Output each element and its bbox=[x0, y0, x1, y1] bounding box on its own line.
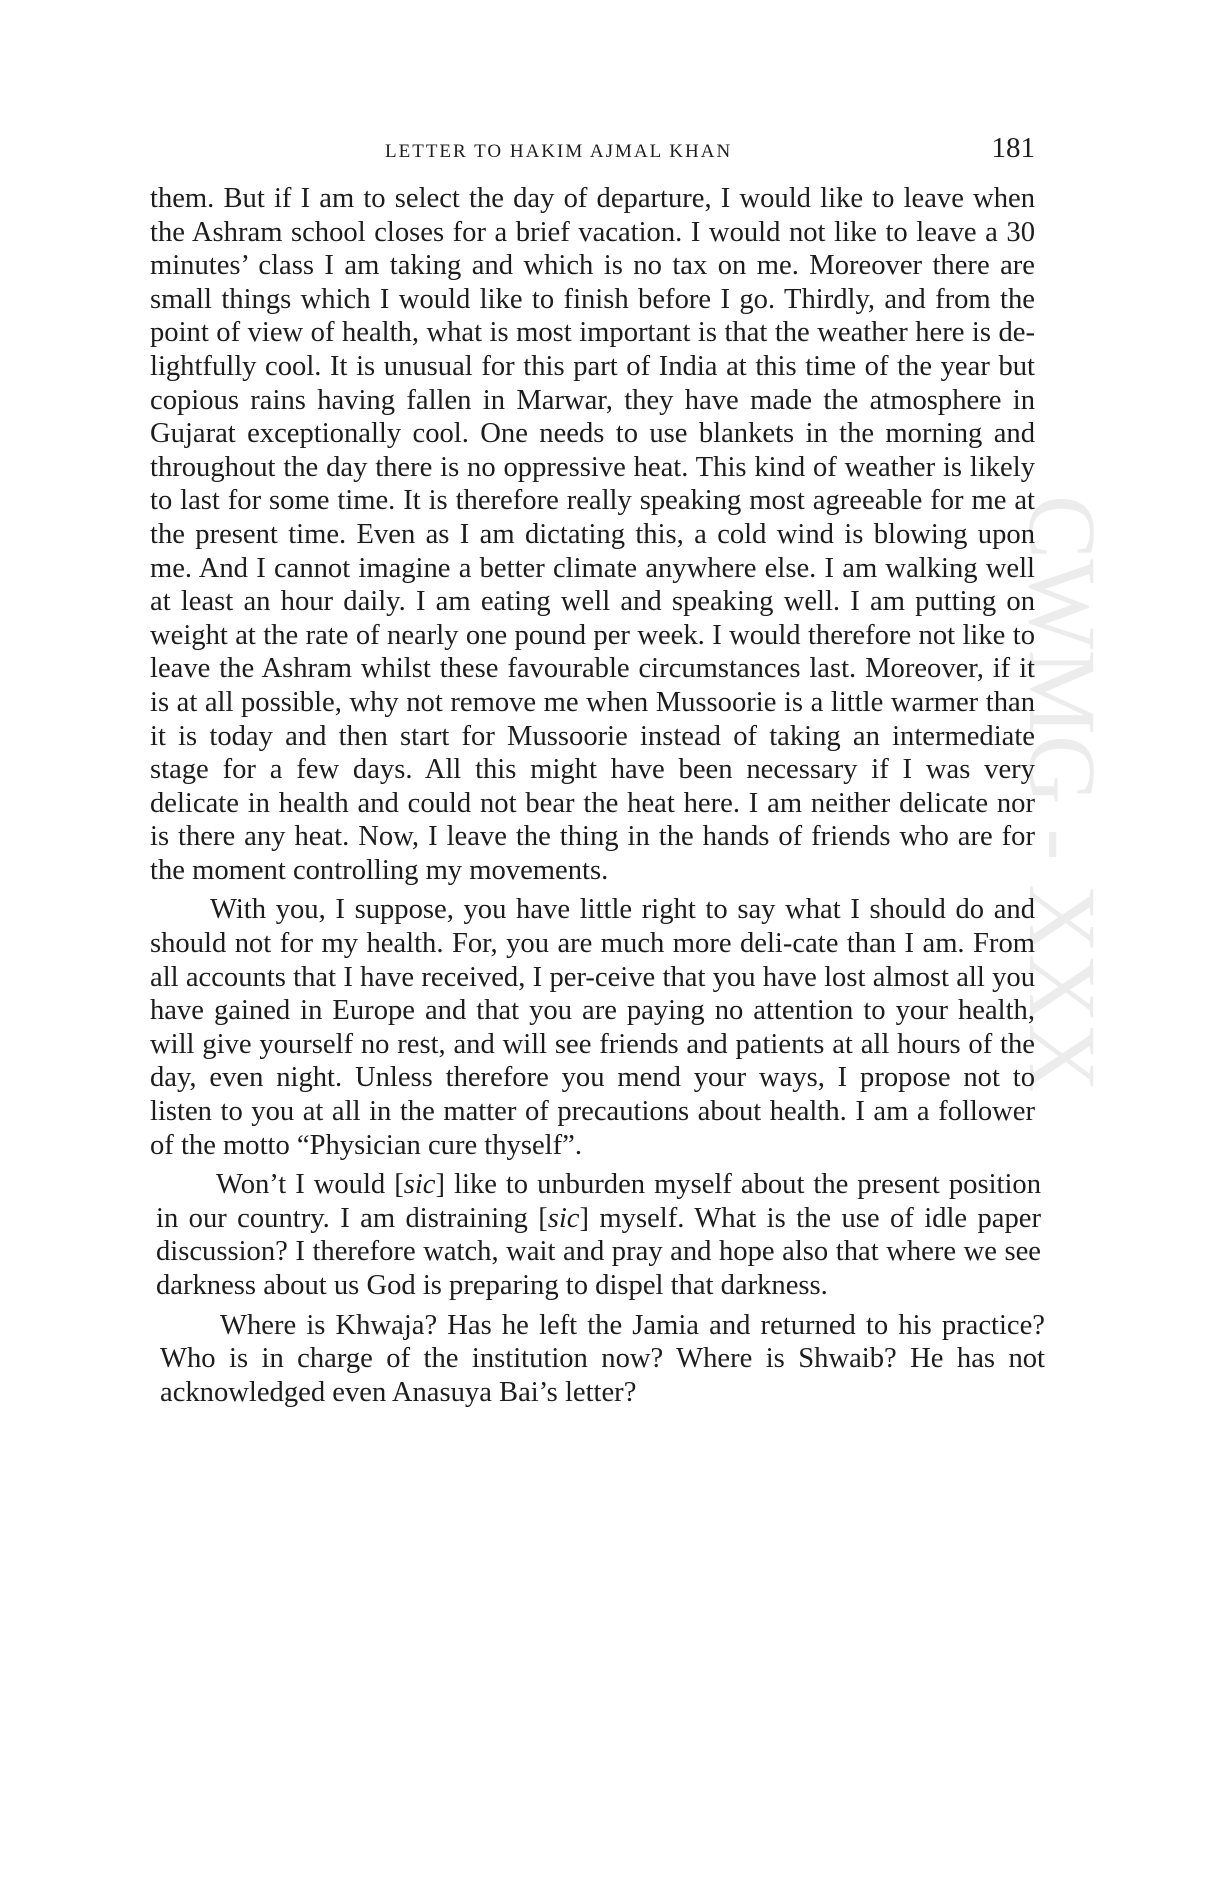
paragraph-4: Where is Khwaja? Has he left the Jamia and returned to his practice? Who is in charge of the institution now? Where is Shwaib? He has not acknowledged even Anasuya Bai’s letter? bbox=[160, 1309, 1045, 1408]
sic-note-2: sic bbox=[547, 1202, 580, 1234]
watermark: CWMG - XXX bbox=[1009, 495, 1116, 1093]
page-number: 181 bbox=[991, 132, 1035, 164]
letter-body bbox=[150, 182, 1045, 1415]
paragraph-3-part-2: ] like to unburden myself about the present position in our country. I am distraining [ bbox=[156, 1169, 1042, 1234]
paragraph-3 bbox=[150, 1168, 1041, 1302]
paragraph-3-part-1: Won’t I would [ bbox=[216, 1169, 404, 1201]
paragraph-1: them. But if I am to select the day of departure, I would like to leave when the Ashram school closes for a brief vacation. I would not like to leave a 30 minutes’ class I am taking and which is no tax on me. Moreover there are small things which I would like to finish before I go. Thirdly, and from the point of view of health, what is most important is that the weather here is de-lightfully cool. It is unusual for this part of India at this time of the year but copious rains having fallen in Marwar, they have made the atmosphere in Gujarat exceptionally cool. One needs to use blankets in the morning and throughout the day there is no oppressive heat. This kind of weather is likely to last for some time. It is therefore really speaking most agreeable for me at the present time. Even as I am dictating this, a cold wind is blowing upon me. And I cannot imagine a better climate anywhere else. I am walking well at least an hour daily. I am eating well and speaking well. I am putting on weight at the rate of nearly one pound per week. I would therefore not like to leave the Ashram whilst these favourable circumstances last. Moreover, if it is at all possible, why not remove me when Mussoorie is a little warmer than it is today and then start for Mussoorie instead of taking an intermediate stage for a few days. All this might have been necessary if I was very delicate in health and could not bear the heat here. I am neither delicate nor is there any heat. Now, I leave the thing in the hands of friends who are for the moment controlling my movements. bbox=[150, 183, 1035, 886]
sic-note-1: sic bbox=[403, 1169, 436, 1201]
running-head: LETTER TO HAKIM AJMAL KHAN bbox=[385, 141, 733, 162]
paragraph-3-part-3: ] myself. What is the use of idle paper discussion? I therefore watch, wait and pray and hope also that where we see darkness about us God is preparing to dispel that darkness. bbox=[156, 1202, 1041, 1301]
paragraph-2: With you, I suppose, you have little right to say what I should do and should not for my health. For, you are much more deli-cate than I am. From all accounts that I have received, I per-ceive that you have lost almost all you have gained in Europe and that you are paying no attention to your health, will give yourself no rest, and will see friends and patients at all hours of the day, even night. Unless therefore you mend your ways, I propose not to listen to you at all in the matter of precautions about health. I am a follower of the motto “Physician cure thyself”. bbox=[150, 894, 1035, 1161]
page-header bbox=[150, 132, 1035, 172]
